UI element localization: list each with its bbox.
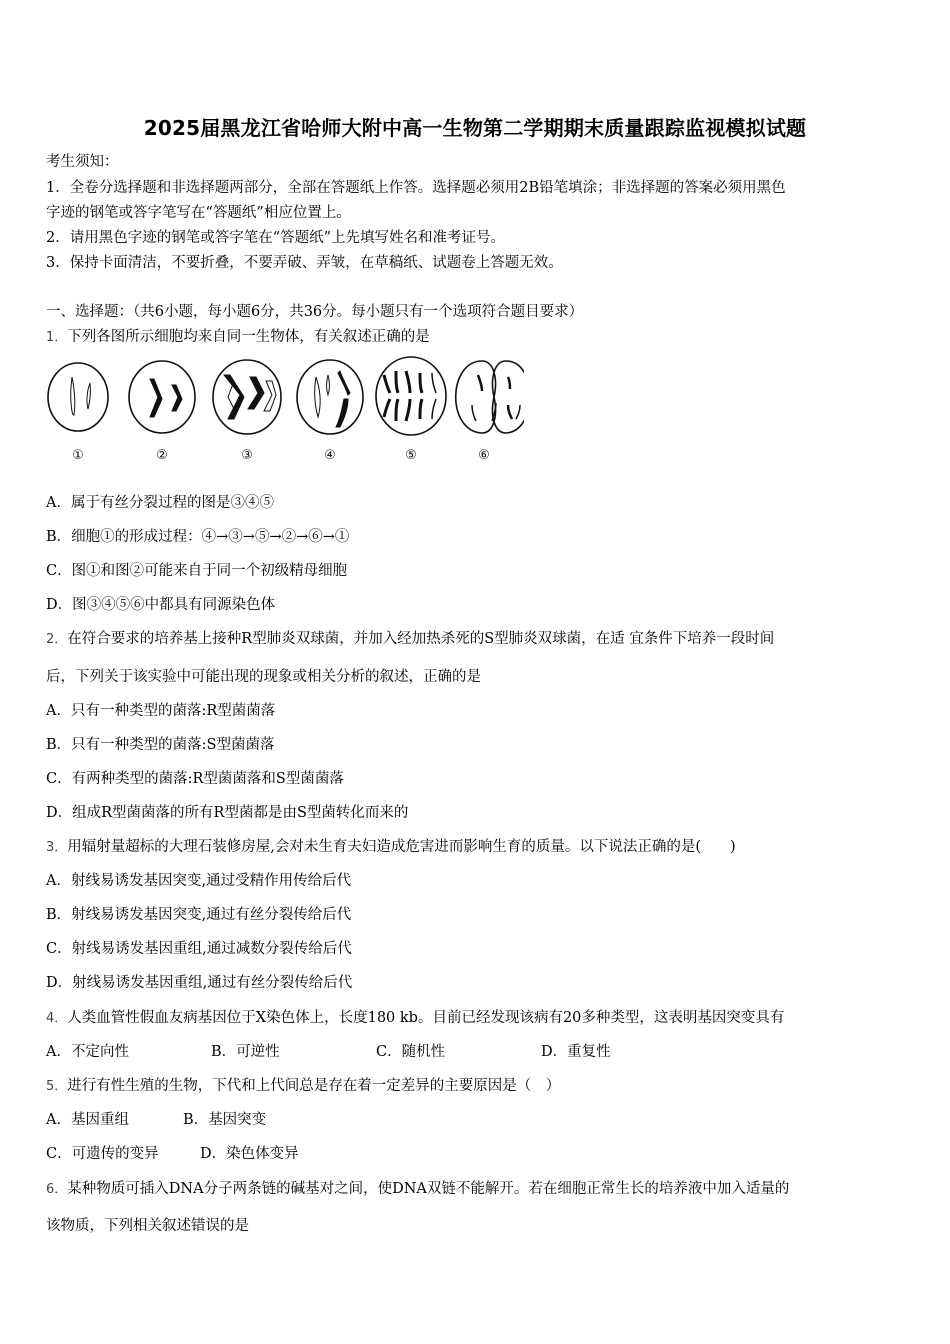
cell-2-membrane bbox=[129, 361, 195, 433]
option: C．射线易诱发基因重组,通过减数分裂传给后代 bbox=[46, 941, 352, 957]
chromosome bbox=[315, 377, 320, 417]
notice-item: 字迹的钢笔或答字笔写在“答题纸”相应位置上。 bbox=[46, 205, 351, 221]
question-stem bbox=[46, 1179, 789, 1200]
chromosome bbox=[406, 399, 410, 421]
figure-label: ④ bbox=[324, 448, 336, 463]
notice-item: 3．保持卡面清洁，不要折叠，不要弄破、弄皱，在草稿纸、试题卷上答题无效。 bbox=[46, 255, 563, 271]
option: A．不定向性 bbox=[46, 1044, 129, 1060]
question-text: 某种物质可插入DNA分子两条链的碱基对之间，使DNA双链不能解开。若在细胞正常生长的培养液中加入适量的 bbox=[67, 1181, 790, 1197]
cell-1-membrane bbox=[48, 363, 108, 431]
notice-item: 1．全卷分选择题和非选择题两部分，全部在答题纸上作答。选择题必须用2B铅笔填涂；非选择题的答案必须用黑色 bbox=[46, 180, 786, 196]
question-stem bbox=[46, 629, 774, 650]
question-stem bbox=[46, 327, 430, 348]
option: B．只有一种类型的菌落:S型菌菌落 bbox=[46, 737, 275, 753]
chromosome bbox=[508, 377, 510, 389]
cell-division-figure bbox=[44, 355, 524, 467]
chromosome bbox=[336, 399, 348, 427]
question-text: 后，下列关于该实验中可能出现的现象或相关分析的叙述，正确的是 bbox=[46, 669, 481, 685]
chromosome bbox=[172, 385, 182, 411]
chromosome bbox=[420, 373, 422, 393]
question-text: 下列各图所示细胞均来自同一生物体，有关叙述正确的是 bbox=[67, 329, 430, 345]
option-row bbox=[46, 1042, 906, 1062]
question-number: 6． bbox=[46, 1182, 68, 1197]
chromosome bbox=[338, 371, 350, 395]
notice-heading: 考生须知： bbox=[46, 154, 119, 170]
chromosome bbox=[396, 371, 398, 393]
chromosome bbox=[384, 375, 390, 393]
chromosome bbox=[432, 373, 436, 393]
cell-6-membrane bbox=[456, 361, 524, 433]
option: D．重复性 bbox=[541, 1044, 611, 1060]
chromosome bbox=[478, 375, 482, 391]
question-number: 1． bbox=[46, 330, 68, 345]
option: A．射线易诱发基因突变,通过受精作用传给后代 bbox=[46, 873, 352, 889]
question-number: 5． bbox=[46, 1079, 68, 1094]
option: B．可逆性 bbox=[211, 1044, 280, 1060]
cell-4-membrane bbox=[297, 360, 363, 434]
option-row bbox=[46, 1144, 299, 1164]
question-text: 用辐射量超标的大理石装修房屋,会对未生育夫妇造成危害进而影响生育的质量。以下说法正确的是( ) bbox=[67, 839, 736, 855]
question-text: 在符合要求的培养基上接种R型肺炎双球菌，并加入经加热杀死的S型肺炎双球菌，在适 宜条件下培养一段时间 bbox=[67, 631, 775, 647]
page-title: 2025届黑龙江省哈师大附中高一生物第二学期期末质量跟踪监视模拟试题 bbox=[143, 116, 807, 140]
figure-label: ⑤ bbox=[405, 448, 417, 463]
notice-item: 2．请用黑色字迹的钢笔或答字笔在“答题纸”上先填写姓名和准考证号。 bbox=[46, 230, 506, 246]
chromosome bbox=[516, 405, 520, 419]
question-text: 该物质，下列相关叙述错误的是 bbox=[46, 1218, 249, 1234]
question-text: 人类血管性假血友病基因位于X染色体上，长度180 kb。目前已经发现该病有20多种类型，这表明基因突变具有 bbox=[67, 1010, 785, 1026]
option: C．图①和图②可能来自于同一个初级精母细胞 bbox=[46, 563, 348, 579]
cell-5-membrane bbox=[376, 357, 446, 435]
chromosome bbox=[406, 371, 410, 393]
figure-label: ③ bbox=[241, 448, 253, 463]
chromosome bbox=[71, 377, 75, 415]
option: B．基因突变 bbox=[183, 1112, 267, 1128]
option: B．细胞①的形成过程：④→③→⑤→②→⑥→① bbox=[46, 529, 350, 545]
option: B．射线易诱发基因突变,通过有丝分裂传给后代 bbox=[46, 907, 352, 923]
chromosome bbox=[327, 375, 330, 395]
option: A．属于有丝分裂过程的图是③④⑤ bbox=[46, 495, 274, 511]
option: C．有两种类型的菌落:R型菌菌落和S型菌菌落 bbox=[46, 771, 344, 787]
option: D．图③④⑤⑥中都具有同源染色体 bbox=[46, 597, 276, 613]
option: A．只有一种类型的菌落:R型菌菌落 bbox=[46, 703, 276, 719]
figure-label: ② bbox=[156, 448, 168, 463]
question-number: 4． bbox=[46, 1011, 68, 1026]
chromosome bbox=[396, 399, 398, 421]
question-stem bbox=[46, 1076, 560, 1097]
chromosome bbox=[384, 399, 390, 417]
question-stem bbox=[46, 837, 736, 858]
question-number: 2． bbox=[46, 632, 68, 647]
question-text: 进行有性生殖的生物，下代和上代间总是存在着一定差异的主要原因是（ ） bbox=[67, 1078, 561, 1094]
option: C．可遗传的变异 bbox=[46, 1146, 159, 1162]
chromosome bbox=[248, 377, 264, 409]
chromosome bbox=[472, 405, 476, 421]
chromosome bbox=[508, 405, 512, 419]
figure-label: ⑥ bbox=[478, 448, 490, 463]
section-heading: 一、选择题：（共6小题，每小题6分，共36分。每小题只有一个选项符合题目要求） bbox=[46, 304, 584, 320]
chromosome bbox=[150, 379, 162, 417]
question-stem bbox=[46, 1008, 784, 1029]
option: D．组成R型菌菌落的所有R型菌都是由S型菌转化而来的 bbox=[46, 805, 409, 821]
figure-label: ① bbox=[72, 448, 84, 463]
chromosome bbox=[420, 399, 422, 419]
chromosome bbox=[264, 381, 276, 411]
chromosome bbox=[87, 383, 90, 409]
option: D．染色体变异 bbox=[200, 1146, 299, 1162]
option-row bbox=[46, 1110, 266, 1130]
question-number: 3． bbox=[46, 840, 68, 855]
option: A．基因重组 bbox=[46, 1112, 129, 1128]
option: C．随机性 bbox=[376, 1044, 446, 1060]
option: D．射线易诱发基因重组,通过有丝分裂传给后代 bbox=[46, 975, 353, 991]
chromosome bbox=[432, 399, 436, 419]
